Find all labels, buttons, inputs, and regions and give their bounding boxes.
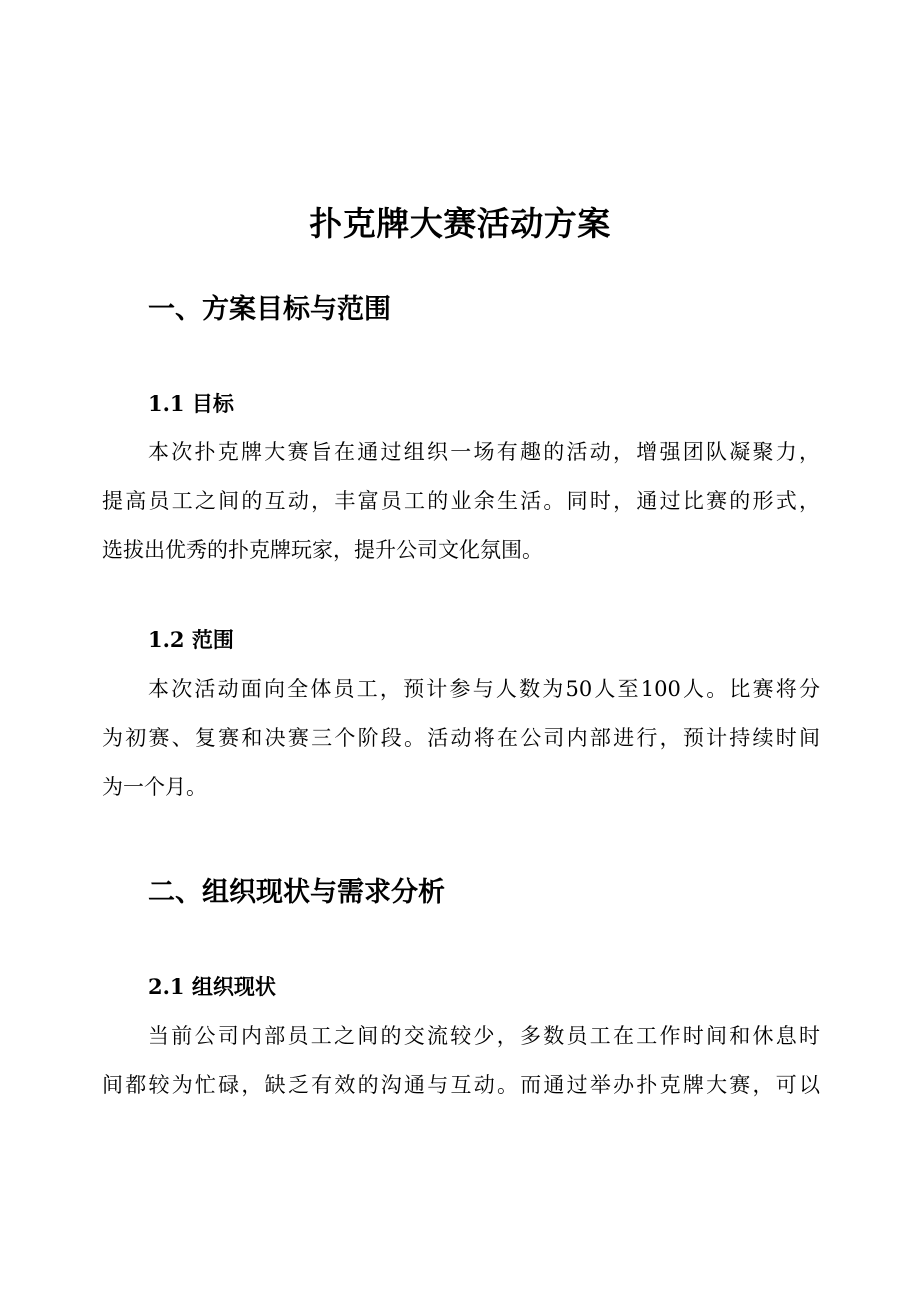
status-line-2: 间都较为忙碌，缺乏有效的沟通与互动。而通过举办扑克牌大赛，可以 <box>102 1073 820 1097</box>
subsection-heading-status: 2.1 组织现状 <box>148 974 276 999</box>
scope-paragraph <box>102 665 820 812</box>
subsection-heading-goal: 1.1 目标 <box>148 391 234 416</box>
document-title: 扑克牌大赛活动方案 <box>309 204 611 244</box>
goal-line-3: 选拔出优秀的扑克牌玩家，提升公司文化氛围。 <box>102 538 543 562</box>
subsection-heading-scope: 1.2 范围 <box>148 627 234 652</box>
scope-line-2: 为初赛、复赛和决赛三个阶段。活动将在公司内部进行，预计持续时间 <box>102 726 820 750</box>
scope-line-3: 为一个月。 <box>102 775 207 799</box>
goal-paragraph <box>102 428 820 575</box>
section-heading-goals-scope: 一、方案目标与范围 <box>148 294 391 325</box>
section-heading-status-needs: 二、组织现状与需求分析 <box>148 877 445 908</box>
status-paragraph <box>102 1012 820 1110</box>
scope-line-1: 本次活动面向全体员工，预计参与人数为50人至100人。比赛将分 <box>148 677 820 701</box>
goal-line-1: 本次扑克牌大赛旨在通过组织一场有趣的活动，增强团队凝聚力， <box>148 440 820 464</box>
status-line-1: 当前公司内部员工之间的交流较少，多数员工在工作时间和休息时 <box>148 1024 820 1048</box>
goal-line-2: 提高员工之间的互动，丰富员工的业余生活。同时，通过比赛的形式， <box>102 489 820 513</box>
